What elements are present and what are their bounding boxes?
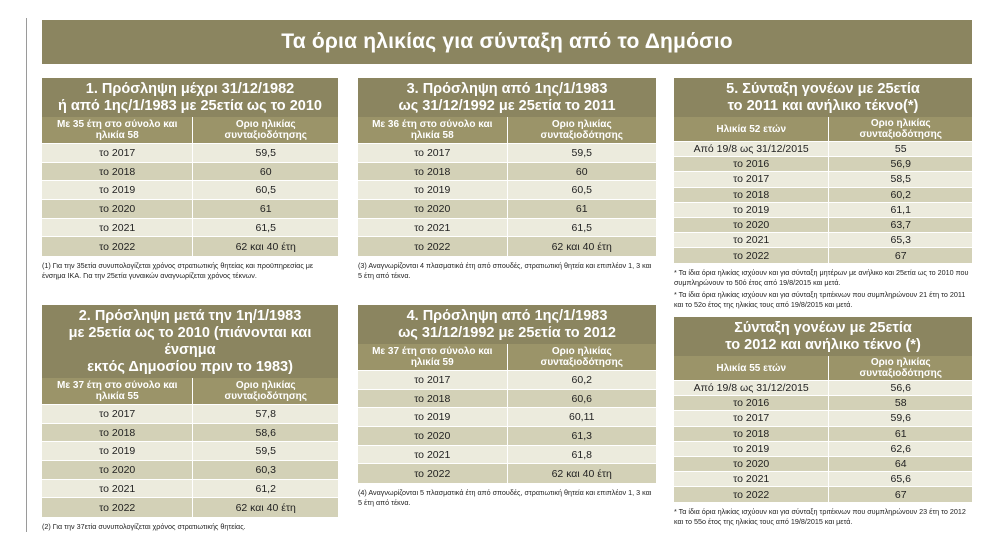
table-row [358,408,656,427]
year-cell: το 2020 [42,200,193,219]
section-2-title-line1: 2. Πρόσληψη μετά την 1η/1/1983 [78,308,302,324]
age-cell: 60 [193,162,338,181]
section-5-title-line2: το 2011 και ανήλικο τέκνο(*) [727,98,919,114]
age-cell: 59,5 [193,144,338,163]
table-row [42,162,338,181]
year-cell: το 2021 [42,479,193,498]
section-6-title-line1: Σύνταξη γονέων με 25ετία [734,320,912,336]
age-cell: 58 [829,396,972,411]
table-row [674,472,972,487]
section-4-col2-header: Οριο ηλικίας συνταξιοδότησης [507,344,656,371]
year-cell: το 2020 [42,461,193,480]
year-cell: το 2022 [674,487,829,502]
table-row [674,441,972,456]
table-row [42,144,338,163]
section-3-col2-header: Οριο ηλικίας συνταξιοδότησης [507,117,656,144]
year-cell: το 2020 [674,456,829,471]
section-1-col2-header: Οριο ηλικίας συνταξιοδότησης [193,117,338,144]
section-4-col1-header: Με 37 έτη στο σύνολο και ηλικία 59 [358,344,507,371]
section-6-footnote: * Τα ίδια όρια ηλικίας ισχύουν και για σύνταξη τριτέκνων που συμπληρώνουν 23 έτη το 2012 και το 55ο έτος της ηλικίας τους από 19/8/2015 και μετά. [674,507,966,526]
table-row [42,237,338,256]
section-1 [42,78,338,281]
year-cell: το 2016 [674,396,829,411]
year-cell: το 2019 [358,181,507,200]
year-cell: το 2018 [674,426,829,441]
table-row [674,411,972,426]
table-row [674,426,972,441]
year-cell: το 2021 [674,472,829,487]
year-cell: το 2021 [358,218,507,237]
table-row [358,218,656,237]
table-row [674,187,972,202]
table-row [358,162,656,181]
section-1-footnote: (1) Για την 35ετία συνυπολογίζεται χρόνος στρατιωτικής θητείας και προϋπηρεσίας με ένσημα ΙΚΑ. Για την 25ετία γυναικών αναγνωρίζεται χρόνος τέκνων. [42,260,314,280]
year-cell: το 2020 [674,217,829,232]
year-cell: το 2018 [358,389,507,408]
age-cell: 60,2 [507,371,656,390]
section-4-title-line2: ως 31/12/1992 με 25ετία το 2012 [398,325,616,341]
table-row [358,427,656,446]
table-row [358,237,656,256]
table-row [674,381,972,396]
section-5-table [674,117,972,263]
table-row [358,200,656,219]
age-cell: 61,5 [507,218,656,237]
age-cell: 60,5 [507,181,656,200]
section-3-title [358,78,656,117]
section-4-title [358,305,656,344]
section-6-col1-header: Ηλικία 55 ετών [674,356,829,381]
age-cell: 58,5 [829,172,972,187]
age-cell: 60,11 [507,408,656,427]
section-2-col1-header: Με 37 έτη στο σύνολο και ηλικία 55 [42,378,193,405]
table-row [674,202,972,217]
table-row [42,200,338,219]
section-2-col2-header: Οριο ηλικίας συνταξιοδότησης [193,378,338,405]
year-cell: το 2019 [674,202,829,217]
section-2-table [42,378,338,517]
year-cell: το 2020 [358,200,507,219]
age-cell: 61,8 [507,445,656,464]
year-cell: το 2018 [358,162,507,181]
section-3-table [358,117,656,256]
year-cell: το 2019 [358,408,507,427]
section-2-title-line2: με 25ετία ως το 2010 (πιάνονται και ένσημα [68,325,312,358]
year-cell: Από 19/8 ως 31/12/2015 [674,142,829,157]
section-6-table [674,356,972,502]
year-cell: το 2017 [674,172,829,187]
age-cell: 67 [829,248,972,263]
table-row [42,442,338,461]
year-cell: το 2022 [358,464,507,483]
year-cell: το 2017 [674,411,829,426]
age-cell: 59,5 [193,442,338,461]
table-row [674,157,972,172]
table-row [674,142,972,157]
table-row [42,498,338,517]
year-cell: το 2021 [42,218,193,237]
age-cell: 62 και 40 έτη [193,237,338,256]
section-5-col2-header: Οριο ηλικίας συνταξιοδότησης [829,117,972,142]
age-cell: 62 και 40 έτη [193,498,338,517]
section-5-title [674,78,972,117]
section-1-table [42,117,338,256]
year-cell: το 2017 [358,144,507,163]
year-cell: το 2021 [674,233,829,248]
section-5-col1-header: Ηλικία 52 ετών [674,117,829,142]
section-4-footnote: (4) Αναγνωρίζονται 5 πλασματικά έτη από σπουδές, στρατιωτική θητεία και επιπλέον 1, 3 και 5 έτη από τέκνα. [358,487,652,507]
table-row [358,389,656,408]
age-cell: 56,6 [829,381,972,396]
year-cell: το 2018 [42,423,193,442]
section-6-col2-header: Οριο ηλικίας συνταξιοδότησης [829,356,972,381]
year-cell: το 2016 [674,157,829,172]
year-cell: το 2022 [674,248,829,263]
age-cell: 57,8 [193,405,338,424]
section-2 [42,305,338,532]
table-row [42,181,338,200]
year-cell: το 2022 [42,237,193,256]
age-cell: 61,3 [507,427,656,446]
year-cell: το 2022 [42,498,193,517]
age-cell: 61 [829,426,972,441]
section-2-title-line3: εκτός Δημοσίου πριν το 1983) [87,359,293,375]
section-4-title-line1: 4. Πρόσληψη από 1ης/1/1983 [406,308,608,324]
table-row [674,487,972,502]
age-cell: 60,3 [193,461,338,480]
year-cell: το 2022 [358,237,507,256]
year-cell: Από 19/8 ως 31/12/2015 [674,381,829,396]
section-4-table [358,344,656,483]
section-3-title-line1: 3. Πρόσληψη από 1ης/1/1983 [406,81,608,97]
section-6-title [674,317,972,356]
table-row [674,456,972,471]
age-cell: 65,6 [829,472,972,487]
age-cell: 62 και 40 έτη [507,464,656,483]
table-row [358,144,656,163]
year-cell: το 2017 [42,405,193,424]
section-6 [674,317,972,527]
table-row [674,233,972,248]
section-1-title-line1: 1. Πρόσληψη μέχρι 31/12/1982 [85,81,295,97]
section-1-col1-header: Με 35 έτη στο σύνολο και ηλικία 58 [42,117,193,144]
section-4 [358,305,656,508]
age-cell: 55 [829,142,972,157]
age-cell: 61 [507,200,656,219]
section-1-title [42,78,338,117]
age-cell: 61,5 [193,218,338,237]
section-5-footnote-2: * Τα ίδια όρια ηλικίας ισχύουν και για σύνταξη τριτέκνων που συμπληρώνουν 21 έτη το 2011 και το 52ο έτος της ηλικίας τους από 19/8/2015 και μετά. [674,290,966,309]
age-cell: 60,2 [829,187,972,202]
table-row [674,396,972,411]
age-cell: 60,6 [507,389,656,408]
age-cell: 67 [829,487,972,502]
age-cell: 56,9 [829,157,972,172]
year-cell: το 2021 [358,445,507,464]
year-cell: το 2017 [358,371,507,390]
age-cell: 61 [193,200,338,219]
section-2-footnote: (2) Για την 37ετία συνυπολογίζεται χρόνος στρατιωτικής θητείας. [42,521,246,531]
section-2-title [42,305,338,378]
section-5 [674,78,972,310]
age-cell: 60,5 [193,181,338,200]
table-row [42,218,338,237]
section-3-footnote: (3) Αναγνωρίζονται 4 πλασματικά έτη από σπουδές, στρατιωτική θητεία και επιπλέον 1, 3 και 5 έτη από τέκνα. [358,260,652,280]
age-cell: 61,2 [193,479,338,498]
page-title: Τα όρια ηλικίας για σύνταξη από το Δημόσιο [42,20,972,64]
table-row [42,479,338,498]
age-cell: 63,7 [829,217,972,232]
section-1-title-line2: ή από 1ης/1/1983 με 25ετία ως το 2010 [58,98,322,114]
table-row [42,423,338,442]
year-cell: το 2019 [42,181,193,200]
age-cell: 61,1 [829,202,972,217]
section-3-col1-header: Με 36 έτη στο σύνολο και ηλικία 58 [358,117,507,144]
left-divider-line [26,18,27,532]
year-cell: το 2018 [42,162,193,181]
age-cell: 62,6 [829,441,972,456]
table-row [358,445,656,464]
age-cell: 64 [829,456,972,471]
table-row [358,181,656,200]
age-cell: 58,6 [193,423,338,442]
section-5-title-line1: 5. Σύνταξη γονέων με 25ετία [726,81,920,97]
section-3 [358,78,656,281]
section-6-title-line2: το 2012 και ανήλικο τέκνο (*) [725,337,921,353]
age-cell: 62 και 40 έτη [507,237,656,256]
table-row [358,371,656,390]
age-cell: 65,3 [829,233,972,248]
table-row [42,461,338,480]
year-cell: το 2019 [42,442,193,461]
table-row [674,172,972,187]
year-cell: το 2017 [42,144,193,163]
age-cell: 60 [507,162,656,181]
age-cell: 59,5 [507,144,656,163]
table-row [674,248,972,263]
section-3-title-line2: ως 31/12/1992 με 25ετία το 2011 [398,98,616,114]
table-row [42,405,338,424]
age-cell: 59,6 [829,411,972,426]
year-cell: το 2019 [674,441,829,456]
table-row [358,464,656,483]
section-5-footnote-1: * Τα ίδια όρια ηλικίας ισχύουν και για σύνταξη μητέρων με ανήλικο και 25ετία ως το 2010 που συμπληρώνουν το 50ό έτος από 19/8/2015 και μετά. [674,268,969,287]
table-row [674,217,972,232]
year-cell: το 2018 [674,187,829,202]
year-cell: το 2020 [358,427,507,446]
